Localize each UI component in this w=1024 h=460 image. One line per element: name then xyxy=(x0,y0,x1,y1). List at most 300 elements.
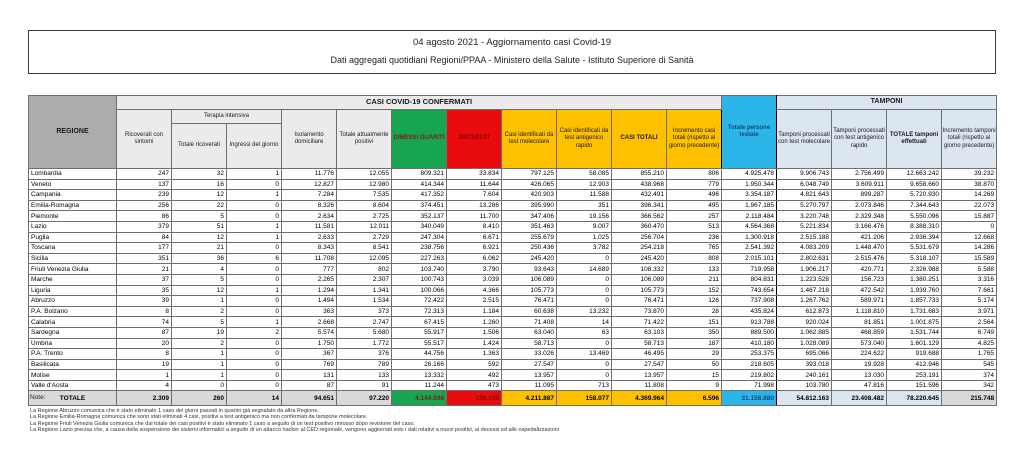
cell-incremento_tamponi: 0 xyxy=(942,221,997,232)
cell-tamponi_totale: 1.731.683 xyxy=(887,306,942,317)
table-row xyxy=(29,338,997,349)
cell-tamponi_antigenico: 589.971 xyxy=(832,296,887,307)
cell-incremento_tamponi: 7.661 xyxy=(942,285,997,296)
cell-tamponi_totale: 1.939.760 xyxy=(887,285,942,296)
cell-casi_totali: 108.332 xyxy=(612,264,667,275)
cell-deceduti: 1.424 xyxy=(447,338,502,349)
cell-ricoverati: 35 xyxy=(117,285,172,296)
cell-casi_molecolare: 255.679 xyxy=(502,232,557,243)
cell-tamponi_molecolare: 103.780 xyxy=(777,380,832,391)
cell-ricoverati: 1 xyxy=(117,370,172,381)
cell-ricoverati: 8 xyxy=(117,306,172,317)
cell-tamponi_antigenico: 421.206 xyxy=(832,232,887,243)
cell-tamponi_antigenico: 2.329.348 xyxy=(832,211,887,222)
cell-casi_totali: 366.562 xyxy=(612,211,667,222)
cell-persone_testate: 1.967.185 xyxy=(722,200,777,211)
cell-ti_totale: 22 xyxy=(172,200,227,211)
table-row xyxy=(29,200,997,211)
cell-dimessi: 374.451 xyxy=(392,200,447,211)
cell-ricoverati: 84 xyxy=(117,232,172,243)
cell-ti_ingressi: 1 xyxy=(227,190,282,201)
cell-incremento_tamponi: 15.589 xyxy=(942,253,997,264)
cell-ti_ingressi: 0 xyxy=(227,296,282,307)
table-row xyxy=(29,211,997,222)
cell-ti_totale: 4 xyxy=(172,264,227,275)
table-row xyxy=(29,264,997,275)
cell-tamponi_totale: 1.601.129 xyxy=(887,338,942,349)
cell-incremento_casi: 50 xyxy=(667,359,722,370)
total-cell-deceduti: 128.136 xyxy=(447,391,502,406)
cell-tamponi_antigenico: 13.030 xyxy=(832,370,887,381)
cell-ricoverati: 4 xyxy=(117,380,172,391)
cell-incremento_tamponi: 15.887 xyxy=(942,211,997,222)
cell-incremento_tamponi: 545 xyxy=(942,359,997,370)
cell-deceduti: 6.062 xyxy=(447,253,502,264)
cell-incremento_tamponi: 5.588 xyxy=(942,264,997,275)
region-name: Toscana xyxy=(29,243,117,254)
table-row xyxy=(29,285,997,296)
region-name: Umbria xyxy=(29,338,117,349)
cell-deceduti: 1.260 xyxy=(447,317,502,328)
cell-ti_totale: 36 xyxy=(172,253,227,264)
cell-incremento_tamponi: 14.286 xyxy=(942,243,997,254)
cell-ti_ingressi: 2 xyxy=(227,327,282,338)
cell-casi_molecolare: 347.406 xyxy=(502,211,557,222)
cell-ti_totale: 12 xyxy=(172,232,227,243)
total-cell-positivi: 97.220 xyxy=(337,391,392,406)
cell-casi_totali: 396.341 xyxy=(612,200,667,211)
cell-tamponi_molecolare: 1.028.089 xyxy=(777,338,832,349)
cell-tamponi_totale: 919.688 xyxy=(887,349,942,360)
cell-casi_totali: 245.420 xyxy=(612,253,667,264)
cell-casi_antigenico: 11.588 xyxy=(557,190,612,201)
cell-positivi: 12.980 xyxy=(337,179,392,190)
cell-deceduti: 11.700 xyxy=(447,211,502,222)
cell-incremento_tamponi: 39.232 xyxy=(942,169,997,180)
cell-dimessi: 100.743 xyxy=(392,274,447,285)
cell-incremento_casi: 806 xyxy=(667,169,722,180)
region-name: Puglia xyxy=(29,232,117,243)
cell-ti_totale: 2 xyxy=(172,306,227,317)
cell-ti_ingressi: 0 xyxy=(227,264,282,275)
table-row xyxy=(29,296,997,307)
region-name: Lazio xyxy=(29,221,117,232)
cell-tamponi_molecolare: 3.220.748 xyxy=(777,211,832,222)
cell-dimessi: 26.166 xyxy=(392,359,447,370)
table-row xyxy=(29,243,997,254)
cell-deceduti: 13.286 xyxy=(447,200,502,211)
cell-incremento_casi: 236 xyxy=(667,232,722,243)
cell-ti_totale: 12 xyxy=(172,190,227,201)
cell-deceduti: 2.515 xyxy=(447,296,502,307)
cell-tamponi_antigenico: 420.771 xyxy=(832,264,887,275)
cell-persone_testate: 219.802 xyxy=(722,370,777,381)
cell-isolamento: 2.668 xyxy=(282,317,337,328)
cell-persone_testate: 410.180 xyxy=(722,338,777,349)
cell-persone_testate: 435.824 xyxy=(722,306,777,317)
table-row xyxy=(29,359,997,370)
cell-tamponi_molecolare: 240.161 xyxy=(777,370,832,381)
cell-dimessi: 417.352 xyxy=(392,190,447,201)
cell-tamponi_molecolare: 6.048.749 xyxy=(777,179,832,190)
cell-casi_antigenico: 13.232 xyxy=(557,306,612,317)
cell-casi_antigenico: 63 xyxy=(557,327,612,338)
cell-positivi: 802 xyxy=(337,264,392,275)
cell-casi_molecolare: 105.773 xyxy=(502,285,557,296)
cell-incremento_tamponi: 6.749 xyxy=(942,327,997,338)
cell-positivi: 2.307 xyxy=(337,274,392,285)
cell-casi_totali: 105.773 xyxy=(612,285,667,296)
region-name: P.A. Trento xyxy=(29,349,117,360)
table-row xyxy=(29,380,997,391)
total-cell-ricoverati: 2.309 xyxy=(117,391,172,406)
cell-deceduti: 6.921 xyxy=(447,243,502,254)
table-row xyxy=(29,190,997,201)
cell-casi_molecolare: 76.471 xyxy=(502,296,557,307)
cell-ti_totale: 2 xyxy=(172,338,227,349)
cell-ti_ingressi: 0 xyxy=(227,274,282,285)
cell-ti_ingressi: 0 xyxy=(227,243,282,254)
cell-casi_antigenico: 13.469 xyxy=(557,349,612,360)
cell-tamponi_antigenico: 2.515.476 xyxy=(832,253,887,264)
table-row xyxy=(29,306,997,317)
cell-casi_molecolare: 797.125 xyxy=(502,169,557,180)
cell-persone_testate: 253.375 xyxy=(722,349,777,360)
cell-isolamento: 777 xyxy=(282,264,337,275)
cell-dimessi: 72.313 xyxy=(392,306,447,317)
cell-ti_totale: 5 xyxy=(172,317,227,328)
cell-incremento_casi: 187 xyxy=(667,338,722,349)
cell-isolamento: 2.633 xyxy=(282,232,337,243)
notes-block xyxy=(30,408,559,433)
col-header-tamponi-molecolare: Tamponi processati con test molecolare xyxy=(777,110,832,169)
cell-incremento_tamponi: 38.870 xyxy=(942,179,997,190)
cell-dimessi: 13.332 xyxy=(392,370,447,381)
cell-casi_totali: 438.968 xyxy=(612,179,667,190)
col-header-tamponi-antigenico: Tamponi processati con test antigenico rapido xyxy=(832,110,887,169)
cell-dimessi: 238.756 xyxy=(392,243,447,254)
table-row xyxy=(29,253,997,264)
report-title-box xyxy=(28,30,996,74)
table-row xyxy=(29,349,997,360)
cell-tamponi_antigenico: 468.859 xyxy=(832,327,887,338)
region-name: Calabria xyxy=(29,317,117,328)
cell-ti_ingressi: 1 xyxy=(227,221,282,232)
cell-incremento_tamponi: 22.073 xyxy=(942,200,997,211)
cell-dimessi: 72.422 xyxy=(392,296,447,307)
cell-casi_totali: 11.808 xyxy=(612,380,667,391)
cell-isolamento: 5.574 xyxy=(282,327,337,338)
cell-casi_antigenico: 1.025 xyxy=(557,232,612,243)
cell-incremento_tamponi: 3.316 xyxy=(942,274,997,285)
cell-positivi: 8.604 xyxy=(337,200,392,211)
cell-positivi: 376 xyxy=(337,349,392,360)
cell-casi_antigenico: 0 xyxy=(557,370,612,381)
cell-ti_totale: 16 xyxy=(172,179,227,190)
cell-incremento_casi: 15 xyxy=(667,370,722,381)
note-line: La Regione Friuli Venezia Giulia comunica che dal totale dei casi positivi è stato eliminato 1 caso a seguito di un test positivo rimosso dopo revisione del caso. xyxy=(30,420,415,427)
cell-incremento_casi: 126 xyxy=(667,296,722,307)
cell-ricoverati: 86 xyxy=(117,211,172,222)
total-row xyxy=(29,391,997,406)
cell-deceduti: 473 xyxy=(447,380,502,391)
table-row xyxy=(29,169,997,180)
cell-ricoverati: 137 xyxy=(117,179,172,190)
table-row xyxy=(29,179,997,190)
cell-tamponi_molecolare: 612.873 xyxy=(777,306,832,317)
cell-tamponi_molecolare: 4.821.643 xyxy=(777,190,832,201)
table-row xyxy=(29,317,997,328)
cell-persone_testate: 743.654 xyxy=(722,285,777,296)
cell-tamponi_antigenico: 3.609.911 xyxy=(832,179,887,190)
cell-ti_totale: 21 xyxy=(172,243,227,254)
cell-tamponi_totale: 7.344.643 xyxy=(887,200,942,211)
table-row xyxy=(29,221,997,232)
cell-casi_antigenico: 0 xyxy=(557,338,612,349)
cell-tamponi_molecolare: 5.270.797 xyxy=(777,200,832,211)
cell-casi_antigenico: 9.007 xyxy=(557,221,612,232)
cell-tamponi_antigenico: 2.756.499 xyxy=(832,169,887,180)
cell-casi_antigenico: 713 xyxy=(557,380,612,391)
total-cell-casi_antigenico: 158.077 xyxy=(557,391,612,406)
group-header-terapia-intensiva: Terapia intensiva xyxy=(172,110,282,124)
region-name: Sicilia xyxy=(29,253,117,264)
cell-casi_molecolare: 33.026 xyxy=(502,349,557,360)
region-name: Veneto xyxy=(29,179,117,190)
cell-casi_totali: 855.210 xyxy=(612,169,667,180)
region-name: Lombardia xyxy=(29,169,117,180)
cell-ti_totale: 12 xyxy=(172,285,227,296)
cell-ricoverati: 87 xyxy=(117,327,172,338)
cell-ricoverati: 379 xyxy=(117,221,172,232)
total-label: TOTALE xyxy=(29,391,117,406)
cell-tamponi_totale: 1.380.251 xyxy=(887,274,942,285)
cell-tamponi_totale: 5.550.096 xyxy=(887,211,942,222)
cell-tamponi_molecolare: 5.221.834 xyxy=(777,221,832,232)
cell-dimessi: 67.415 xyxy=(392,317,447,328)
cell-tamponi_totale: 8.388.310 xyxy=(887,221,942,232)
cell-isolamento: 8.343 xyxy=(282,243,337,254)
cell-dimessi: 227.263 xyxy=(392,253,447,264)
cell-casi_totali: 13.957 xyxy=(612,370,667,381)
cell-incremento_tamponi: 1.765 xyxy=(942,349,997,360)
cell-ricoverati: 37 xyxy=(117,274,172,285)
cell-dimessi: 11.244 xyxy=(392,380,447,391)
cell-casi_antigenico: 19.156 xyxy=(557,211,612,222)
cell-dimessi: 55.517 xyxy=(392,338,447,349)
col-header-incremento-tamponi: Incremento tamponi totali (rispetto al giorno precedente) xyxy=(942,110,997,169)
col-header-ricoverati: Ricoverati con sintomi xyxy=(117,110,172,169)
cell-dimessi: 247.304 xyxy=(392,232,447,243)
cell-tamponi_molecolare: 2.515.188 xyxy=(777,232,832,243)
cell-isolamento: 7.284 xyxy=(282,190,337,201)
cell-tamponi_totale: 2.936.394 xyxy=(887,232,942,243)
cell-ti_totale: 5 xyxy=(172,211,227,222)
cell-isolamento: 11.581 xyxy=(282,221,337,232)
cell-persone_testate: 4.564.368 xyxy=(722,221,777,232)
region-name: P.A. Bolzano xyxy=(29,306,117,317)
cell-persone_testate: 218.605 xyxy=(722,359,777,370)
region-name: Marche xyxy=(29,274,117,285)
cell-tamponi_molecolare: 1.223.528 xyxy=(777,274,832,285)
cell-casi_totali: 63.103 xyxy=(612,327,667,338)
region-name: Molise xyxy=(29,370,117,381)
cell-incremento_casi: 133 xyxy=(667,264,722,275)
cell-isolamento: 12.827 xyxy=(282,179,337,190)
total-cell-casi_totali: 4.369.964 xyxy=(612,391,667,406)
cell-persone_testate: 804.831 xyxy=(722,274,777,285)
col-header-casi-molecolare: Casi identificati da test molecolare xyxy=(502,110,557,169)
cell-casi_antigenico: 0 xyxy=(557,296,612,307)
group-header-casi-confermati: CASI COVID-19 CONFERMATI xyxy=(117,96,722,110)
cell-casi_antigenico: 14 xyxy=(557,317,612,328)
cell-tamponi_molecolare: 1.062.885 xyxy=(777,327,832,338)
cell-tamponi_molecolare: 2.802.631 xyxy=(777,253,832,264)
cell-casi_antigenico: 0 xyxy=(557,253,612,264)
cell-positivi: 789 xyxy=(337,359,392,370)
cell-casi_totali: 71.422 xyxy=(612,317,667,328)
cell-tamponi_totale: 1.531.744 xyxy=(887,327,942,338)
cell-incremento_tamponi: 4.825 xyxy=(942,338,997,349)
cell-casi_molecolare: 58.713 xyxy=(502,338,557,349)
note-line: La Regione Abruzzo comunica che è stato eliminato 1 caso dei giorni passati in quanto già segnalato da altra Regione. xyxy=(30,408,319,414)
cell-isolamento: 1.750 xyxy=(282,338,337,349)
cell-incremento_tamponi: 3.971 xyxy=(942,306,997,317)
cell-casi_molecolare: 13.957 xyxy=(502,370,557,381)
cell-casi_totali: 360.470 xyxy=(612,221,667,232)
cell-casi_molecolare: 27.547 xyxy=(502,359,557,370)
col-header-positivi: Totale attualmente positivi xyxy=(337,110,392,169)
cell-dimessi: 44.756 xyxy=(392,349,447,360)
cell-casi_antigenico: 14.689 xyxy=(557,264,612,275)
cell-tamponi_totale: 1.001.875 xyxy=(887,317,942,328)
region-name: Friuli Venezia Giulia xyxy=(29,264,117,275)
cell-isolamento: 11.708 xyxy=(282,253,337,264)
cell-persone_testate: 1.950.344 xyxy=(722,179,777,190)
cell-ti_ingressi: 0 xyxy=(227,370,282,381)
cell-incremento_casi: 808 xyxy=(667,253,722,264)
cell-tamponi_antigenico: 156.723 xyxy=(832,274,887,285)
cell-tamponi_antigenico: 1.448.470 xyxy=(832,243,887,254)
cell-positivi: 8.541 xyxy=(337,243,392,254)
cell-tamponi_totale: 5.318.107 xyxy=(887,253,942,264)
cell-deceduti: 6.671 xyxy=(447,232,502,243)
cell-deceduti: 1.506 xyxy=(447,327,502,338)
cell-persone_testate: 4.925.478 xyxy=(722,169,777,180)
cell-tamponi_totale: 12.663.242 xyxy=(887,169,942,180)
cell-persone_testate: 3.354.187 xyxy=(722,190,777,201)
total-cell-dimessi: 4.144.608 xyxy=(392,391,447,406)
cell-ti_totale: 19 xyxy=(172,327,227,338)
region-name: Emilia-Romagna xyxy=(29,200,117,211)
col-header-ti-totale: Totale ricoverati xyxy=(172,124,227,169)
cell-casi_totali: 27.547 xyxy=(612,359,667,370)
cell-casi_molecolare: 245.420 xyxy=(502,253,557,264)
cell-ti_totale: 51 xyxy=(172,221,227,232)
cell-casi_antigenico: 0 xyxy=(557,359,612,370)
cell-positivi: 12.095 xyxy=(337,253,392,264)
cell-incremento_casi: 765 xyxy=(667,243,722,254)
cell-casi_antigenico: 58.085 xyxy=(557,169,612,180)
cell-deceduti: 33.834 xyxy=(447,169,502,180)
cell-positivi: 2.725 xyxy=(337,211,392,222)
cell-deceduti: 8.410 xyxy=(447,221,502,232)
cell-dimessi: 340.049 xyxy=(392,221,447,232)
cell-incremento_tamponi: 5.174 xyxy=(942,296,997,307)
cell-incremento_casi: 495 xyxy=(667,200,722,211)
cell-tamponi_antigenico: 472.542 xyxy=(832,285,887,296)
cell-tamponi_antigenico: 47.816 xyxy=(832,380,887,391)
cell-tamponi_totale: 151.596 xyxy=(887,380,942,391)
cell-persone_testate: 2.118.484 xyxy=(722,211,777,222)
cell-dimessi: 55.917 xyxy=(392,327,447,338)
cell-isolamento: 131 xyxy=(282,370,337,381)
cell-incremento_tamponi: 374 xyxy=(942,370,997,381)
table-row xyxy=(29,232,997,243)
cell-ricoverati: 256 xyxy=(117,200,172,211)
region-name: Valle d'Aosta xyxy=(29,380,117,391)
cell-ricoverati: 351 xyxy=(117,253,172,264)
cell-casi_molecolare: 395.990 xyxy=(502,200,557,211)
cell-incremento_casi: 350 xyxy=(667,327,722,338)
cell-positivi: 1.341 xyxy=(337,285,392,296)
cell-casi_molecolare: 60.638 xyxy=(502,306,557,317)
cell-tamponi_molecolare: 695.066 xyxy=(777,349,832,360)
cell-persone_testate: 71.998 xyxy=(722,380,777,391)
covid-report-table xyxy=(28,95,997,406)
cell-casi_antigenico: 0 xyxy=(557,274,612,285)
cell-tamponi_totale: 9.658.660 xyxy=(887,179,942,190)
cell-casi_molecolare: 351.463 xyxy=(502,221,557,232)
cell-ti_ingressi: 1 xyxy=(227,232,282,243)
cell-persone_testate: 889.500 xyxy=(722,327,777,338)
cell-ti_ingressi: 0 xyxy=(227,179,282,190)
region-name: Campania xyxy=(29,190,117,201)
cell-casi_totali: 254.218 xyxy=(612,243,667,254)
cell-tamponi_totale: 1.857.733 xyxy=(887,296,942,307)
region-name: Piemonte xyxy=(29,211,117,222)
cell-positivi: 1.534 xyxy=(337,296,392,307)
cell-ti_totale: 1 xyxy=(172,359,227,370)
cell-isolamento: 363 xyxy=(282,306,337,317)
cell-persone_testate: 913.788 xyxy=(722,317,777,328)
cell-tamponi_antigenico: 224.622 xyxy=(832,349,887,360)
cell-casi_molecolare: 63.040 xyxy=(502,327,557,338)
cell-dimessi: 352.137 xyxy=(392,211,447,222)
cell-tamponi_antigenico: 899.287 xyxy=(832,190,887,201)
cell-dimessi: 809.321 xyxy=(392,169,447,180)
cell-casi_molecolare: 420.903 xyxy=(502,190,557,201)
cell-isolamento: 367 xyxy=(282,349,337,360)
col-header-persone-testate: Totale persone testate xyxy=(722,96,777,169)
cell-tamponi_antigenico: 81.851 xyxy=(832,317,887,328)
col-header-regione: REGIONE xyxy=(29,96,117,169)
cell-positivi: 91 xyxy=(337,380,392,391)
cell-casi_molecolare: 250.436 xyxy=(502,243,557,254)
total-cell-isolamento: 94.651 xyxy=(282,391,337,406)
col-header-casi-antigenico: Casi identificati da test antigenico rapido xyxy=(557,110,612,169)
col-header-dimessi: DIMESSI GUARITI xyxy=(392,110,447,169)
region-name: Liguria xyxy=(29,285,117,296)
notes-label: Note: xyxy=(30,394,46,401)
cell-casi_totali: 256.704 xyxy=(612,232,667,243)
cell-ricoverati: 19 xyxy=(117,359,172,370)
cell-ti_ingressi: 1 xyxy=(227,169,282,180)
cell-persone_testate: 737.908 xyxy=(722,296,777,307)
cell-ricoverati: 8 xyxy=(117,349,172,360)
total-cell-tamponi_totale: 78.220.645 xyxy=(887,391,942,406)
cell-isolamento: 769 xyxy=(282,359,337,370)
